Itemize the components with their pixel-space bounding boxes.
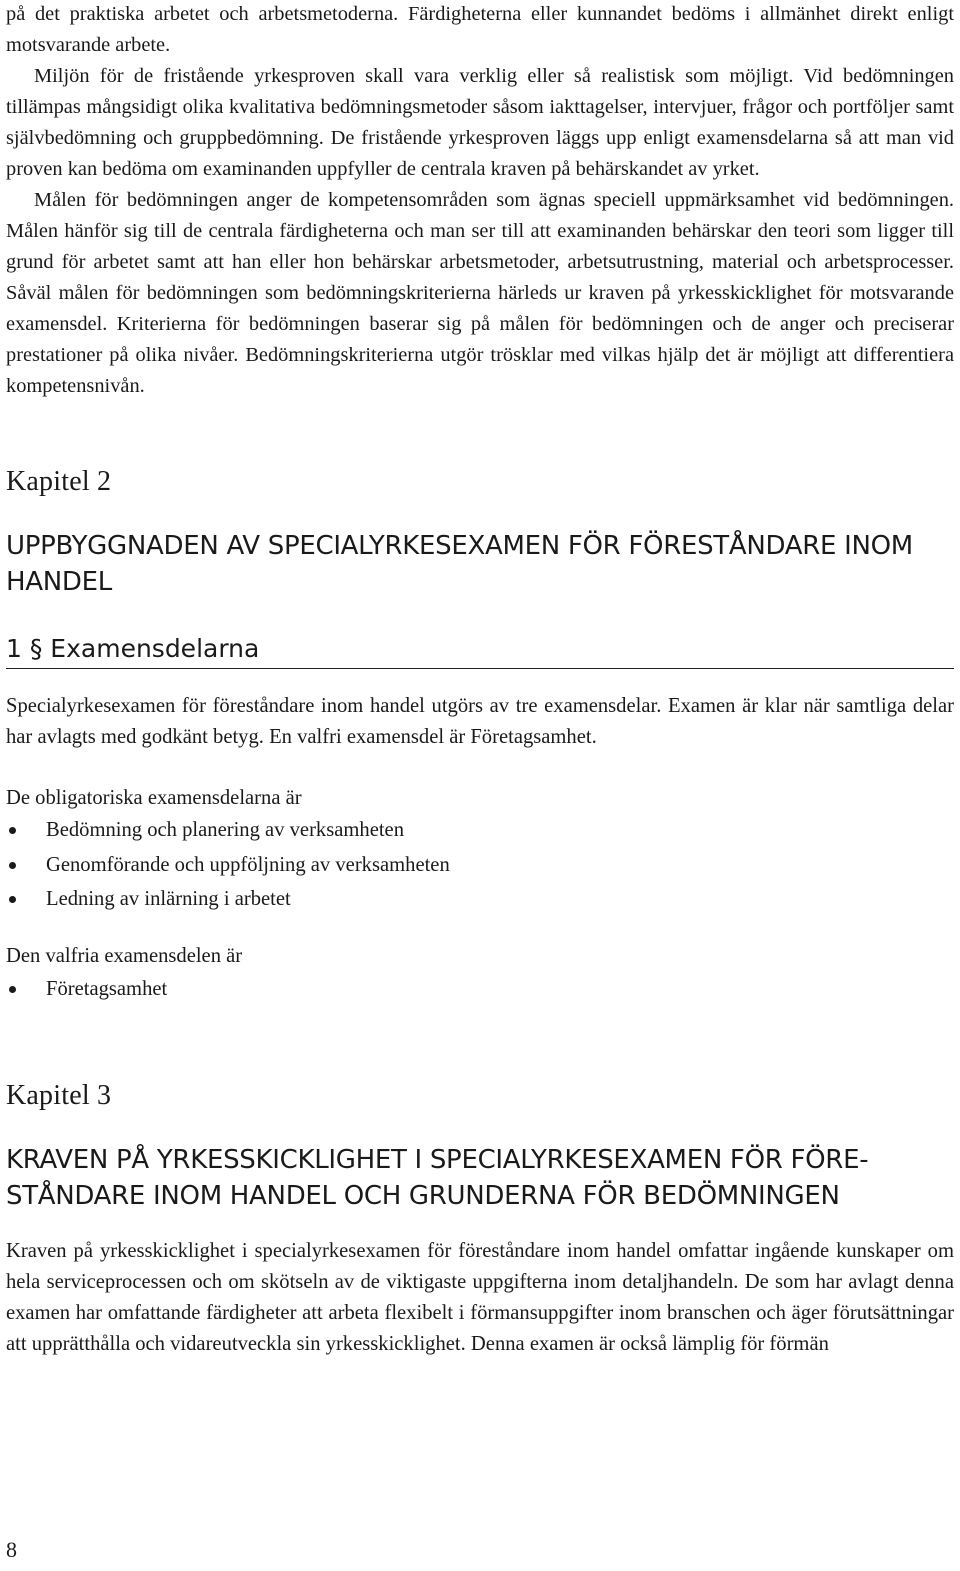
bullet-icon: [9, 862, 16, 869]
bullet-icon: [9, 986, 16, 993]
intro-section: [6, 0, 954, 402]
intro-paragraph-3: Målen för bedömningen anger de kompetensområden som ägnas speciell uppmärksamhet vid bedömningen. Målen hänför sig till de centrala färdigheterna och man ser till att examinanden behärskar den teori som ligger till grund för arbetet samt att han eller hon behärskar arbetsmetoder, arbetsutrustning, material och arbetsprocesser. Såväl målen för bedömningen som bedömningskriterierna härleds ur kraven på yrkesskicklighet för motsvarande examensdel. Kriterierna för bedömningen baserar sig på målen för bedömningen och de anger och preciserar prestationer på olika nivåer. Bedömningskriterierna utgör trösklar med vilkas hjälp det är möjligt att differentiera kompetensnivån.: [6, 189, 954, 397]
document-page: [6, 0, 954, 1359]
optional-parts-list: [6, 972, 954, 1007]
list-item: Bedömning och planering av verksamheten: [6, 813, 954, 848]
intro-paragraph-1: på det praktiska arbetet och arbetsmetoderna. Färdigheterna eller kunnandet bedöms i allmänhet direkt enligt motsvarande arbete.: [6, 3, 954, 56]
intro-paragraph-2: Miljön för de fristående yrkesproven skall vara verklig eller så realistisk som möjligt. Vid bedömningen tillämpas mångsidigt olika kvalitativa bedömningsmetoder såsom iakttagelser, intervjuer, frågor och portföljer samt självbedömning och gruppbedömning. De fristående yrkesproven läggs upp enligt examensdelarna så att man vid proven kan bedöma om examinanden uppfyller de centrala kraven på behärskandet av yrket.: [6, 65, 954, 180]
chapter-3-paragraph: Kraven på yrkesskicklighet i specialyrkesexamen för föreståndare inom handel omfattar ingående kunskaper om hela serviceprocessen och om skötseln av de viktigaste uppgifterna inom detaljhandeln. De som har avlagt denna examen har omfattande färdigheter att arbeta flexibelt i förmansuppgifter inom branschen och äger förutsättningar att upprätthålla och vidareutveckla sin yrkesskicklighet. Denna examen är också lämplig för förmän: [6, 1240, 954, 1355]
bullet-icon: [9, 827, 16, 834]
list-item: Ledning av inlärning i arbetet: [6, 882, 954, 917]
section-1-heading: 1 § Examensdelarna: [6, 632, 954, 669]
mandatory-parts-list: [6, 813, 954, 917]
page-number: 8: [6, 1537, 17, 1562]
bullet-icon: [9, 896, 16, 903]
chapter-2-paragraph: Specialyrkesexamen för föreståndare inom handel utgörs av tre examensdelar. Examen är klar när samtliga delar har avlagts med godkänt betyg. En valfri examensdel är Företagsamhet.: [6, 695, 954, 748]
list-item: Företagsamhet: [6, 972, 954, 1007]
mandatory-parts-intro: De obligatoriska examensdelarna är: [6, 786, 302, 809]
chapter-2-label: Kapitel 2: [6, 466, 112, 497]
list-item: Genomförande och uppföljning av verksamheten: [6, 848, 954, 883]
chapter-3-label: Kapitel 3: [6, 1080, 112, 1112]
optional-part-intro: Den valfria examensdelen är: [6, 944, 243, 967]
chapter-2-heading: UPPBYGGNADEN AV SPECIALYRKESEXAMEN FÖR FÖRESTÅNDARE INOM HANDEL: [6, 531, 913, 597]
chapter-3-heading: KRAVEN PÅ YRKESSKICKLIGHET I SPECIALYRKESEXAMEN FÖR FÖRE- STÅNDARE INOM HANDEL OCH GRUNDERNA FÖR BEDÖMNINGEN: [6, 1145, 869, 1212]
